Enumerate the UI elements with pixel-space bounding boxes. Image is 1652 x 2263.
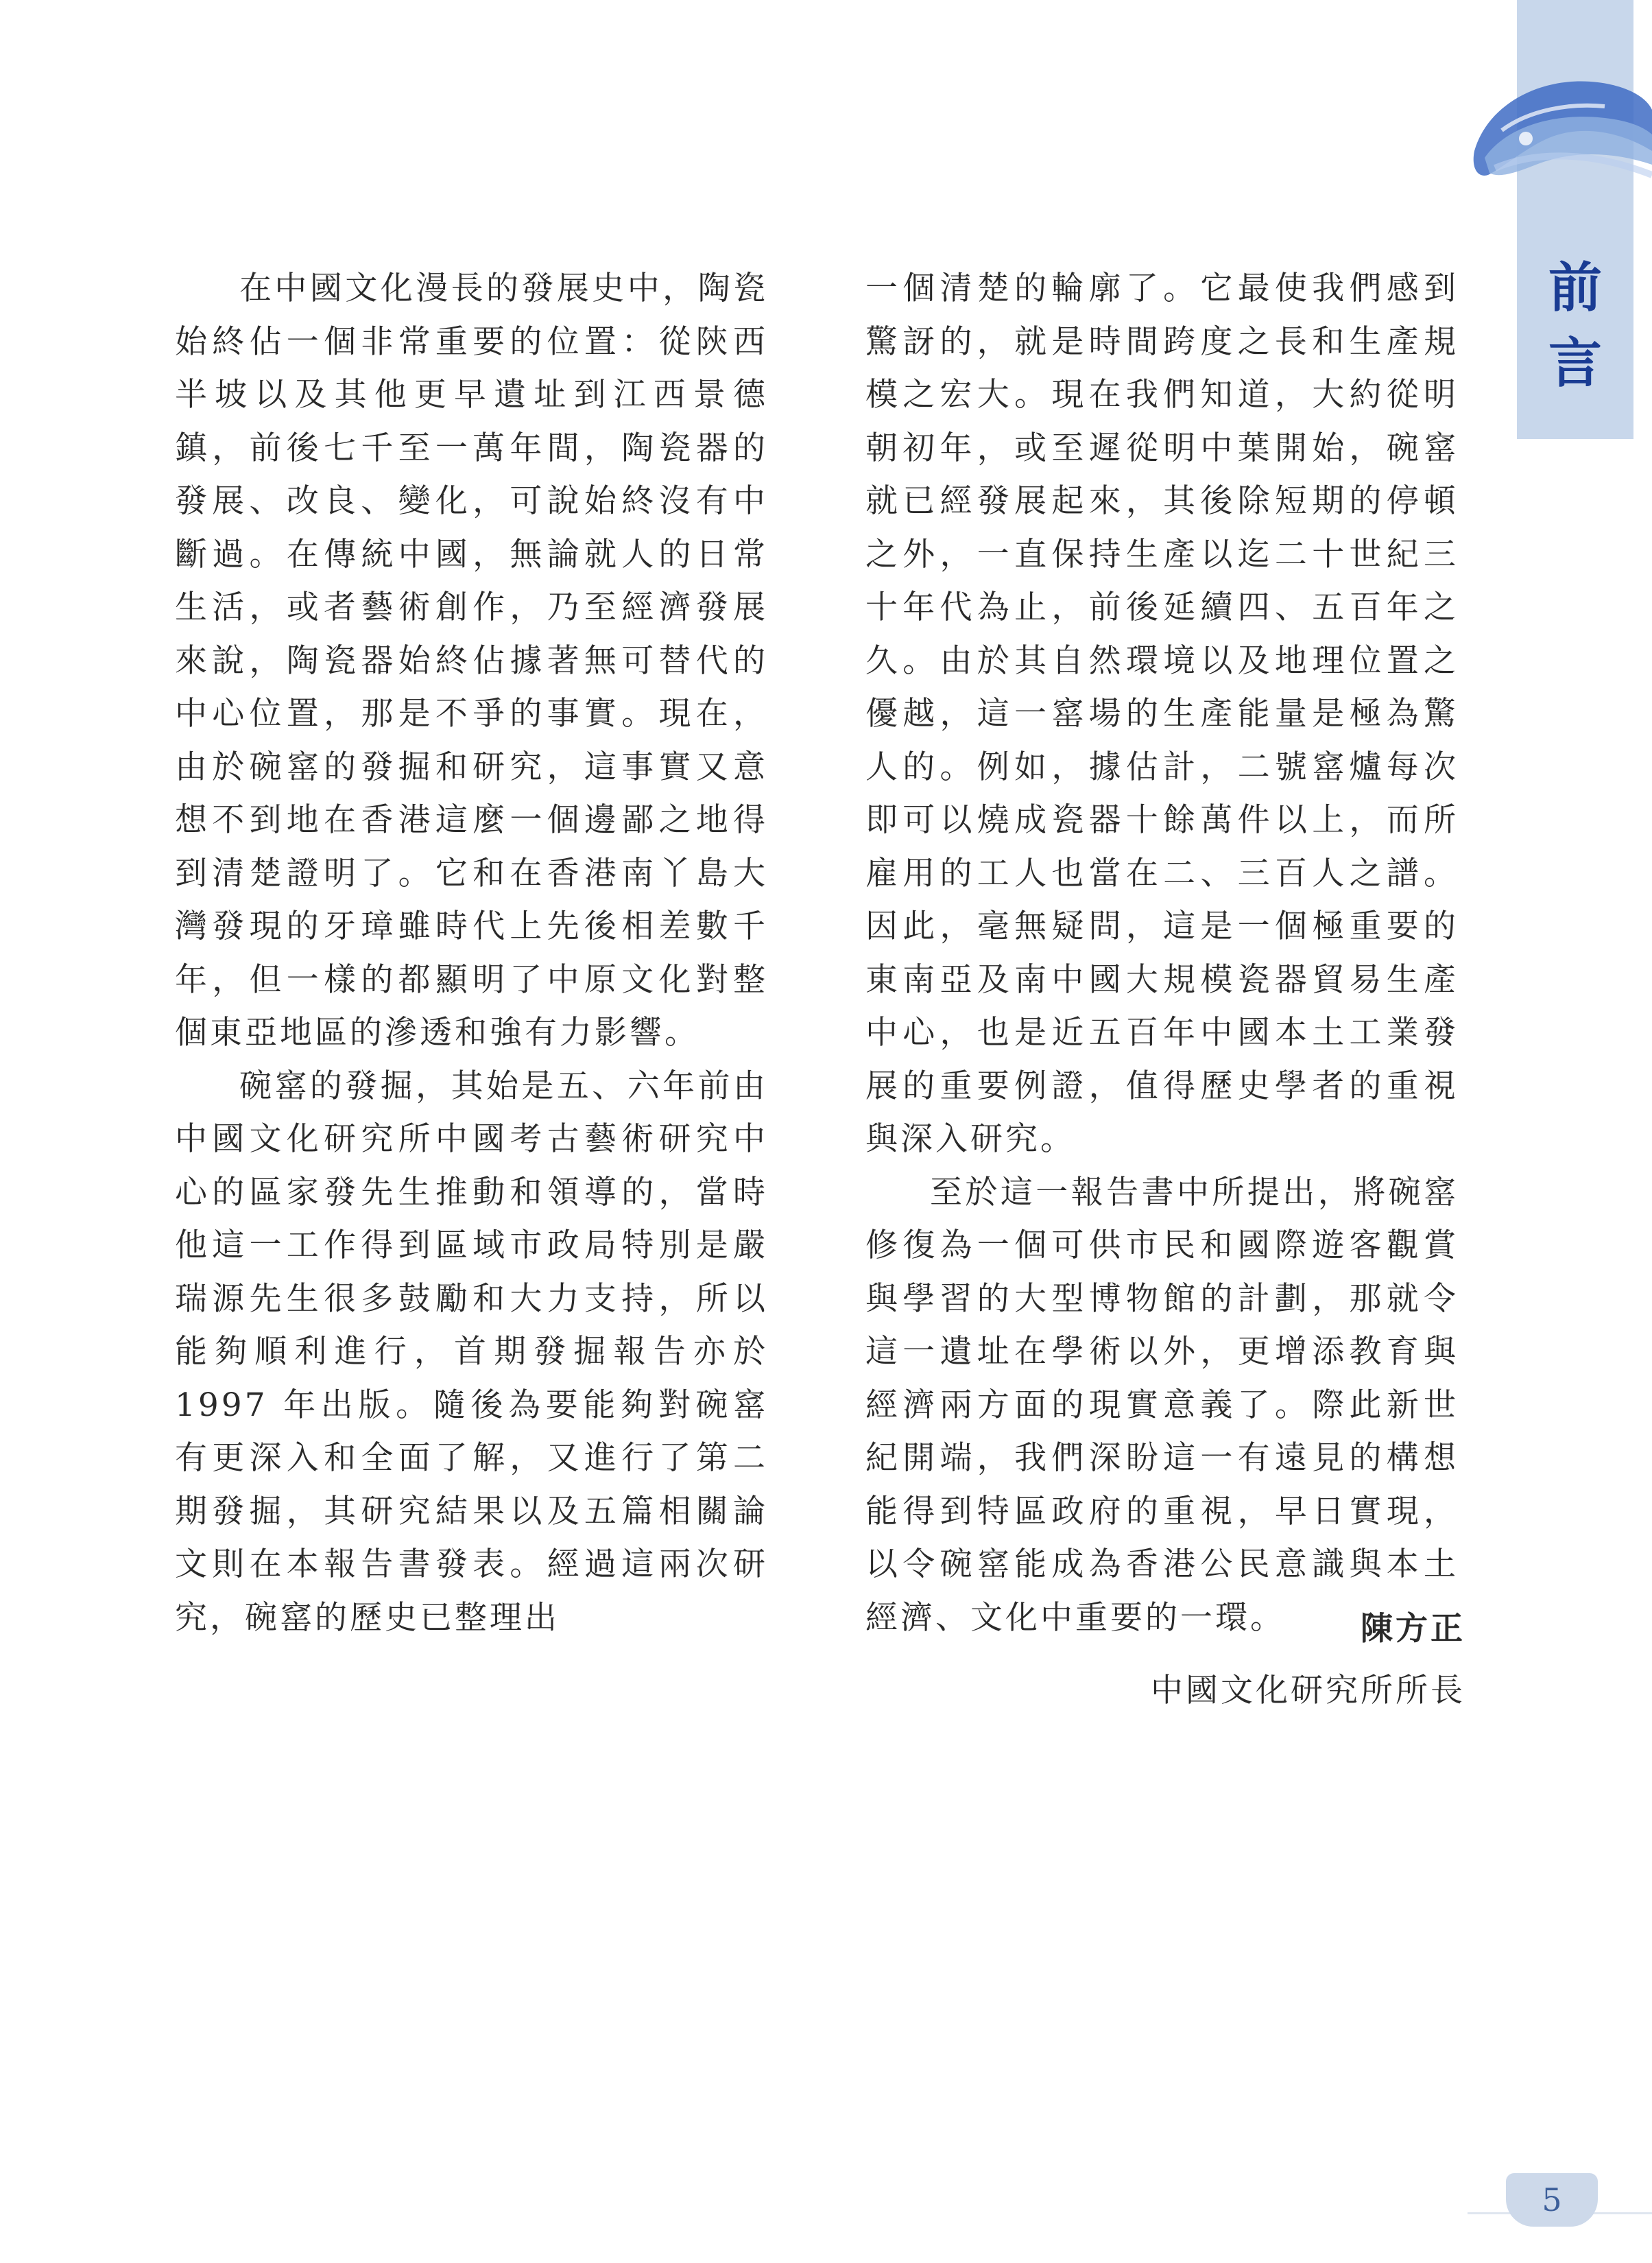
section-title-char-1: 前: [1548, 257, 1602, 319]
signature-title: 中國文化研究所所長: [1151, 1672, 1465, 1709]
right-text-column: [865, 262, 1459, 1644]
signature-name: 陳方正: [1361, 1610, 1465, 1648]
body-paragraph-2-continued: 一個清楚的輪廓了。它最使我們感到驚訝的，就是時間跨度之長和生產規模之宏大。現在我們知道，大約從明朝初年，或至遲從明中葉開始，碗窰就已經發展起來，其後除短期的停頓之外，一直保持生產以迄二十世紀三十年代為止，前後延續四、五百年之久。由於其自然環境以及地理位置之優越，這一窰場的生產能量是極為驚人的。例如，據估計，二號窰爐每次即可以燒成瓷器十餘萬件以上，而所雇用的工人也當在二、三百人之譜。因此，毫無疑問，這是一個極重要的東南亞及南中國大規模瓷器貿易生產中心，也是近五百年中國本土工業發展的重要例證，值得歷史學者的重視與深入研究。: [865, 270, 1459, 1158]
section-title: [1517, 250, 1633, 401]
page-number: 5: [1506, 2173, 1598, 2227]
blue-brush-stroke-icon: [1461, 48, 1652, 206]
left-text-column: [175, 262, 768, 1644]
body-paragraph-1: 在中國文化漫長的發展史中，陶瓷始終佔一個非常重要的位置：從陝西半坡以及其他更早遺址到江西景德鎮，前後七千至一萬年間，陶瓷器的發展、改良、變化，可說始終沒有中斷過。在傳統中國，無論就人的日常生活，或者藝術創作，乃至經濟發展來說，陶瓷器始終佔據著無可替代的中心位置，那是不爭的事實。現在，由於碗窰的發掘和研究，這事實又意想不到地在香港這麼一個邊鄙之地得到清楚證明了。它和在香港南丫島大灣發現的牙璋雖時代上先後相差數千年，但一樣的都顯明了中原文化對整個東亞地區的滲透和強有力影響。: [175, 270, 768, 1052]
body-paragraph-2: 碗窰的發掘，其始是五、六年前由中國文化研究所中國考古藝術研究中心的區家發先生推動和領導的，當時他這一工作得到區域市政局特別是嚴瑞源先生很多鼓勵和大力支持，所以能夠順利進行，首期發掘報告亦於 1997 年出版。隨後為要能夠對碗窰有更深入和全面了解，又進行了第二期發掘，其研究結果以及五篇相關論文則在本報告書發表。經過這兩次研究，碗窰的歷史已整理出: [175, 1067, 768, 1637]
body-paragraph-3: 至於這一報告書中所提出，將碗窰修復為一個可供市民和國際遊客觀賞與學習的大型博物館的計劃，那就令這一遺址在學術以外，更增添教育與經濟兩方面的現實意義了。際此新世紀開端，我們深盼這一有遠見的構想能得到特區政府的重視，早日實現，以令碗窰能成為香港公民意識與本土經濟、文化中重要的一環。: [865, 1173, 1459, 1637]
signature-block: [1151, 1598, 1465, 1722]
section-title-char-2: 言: [1548, 332, 1602, 394]
